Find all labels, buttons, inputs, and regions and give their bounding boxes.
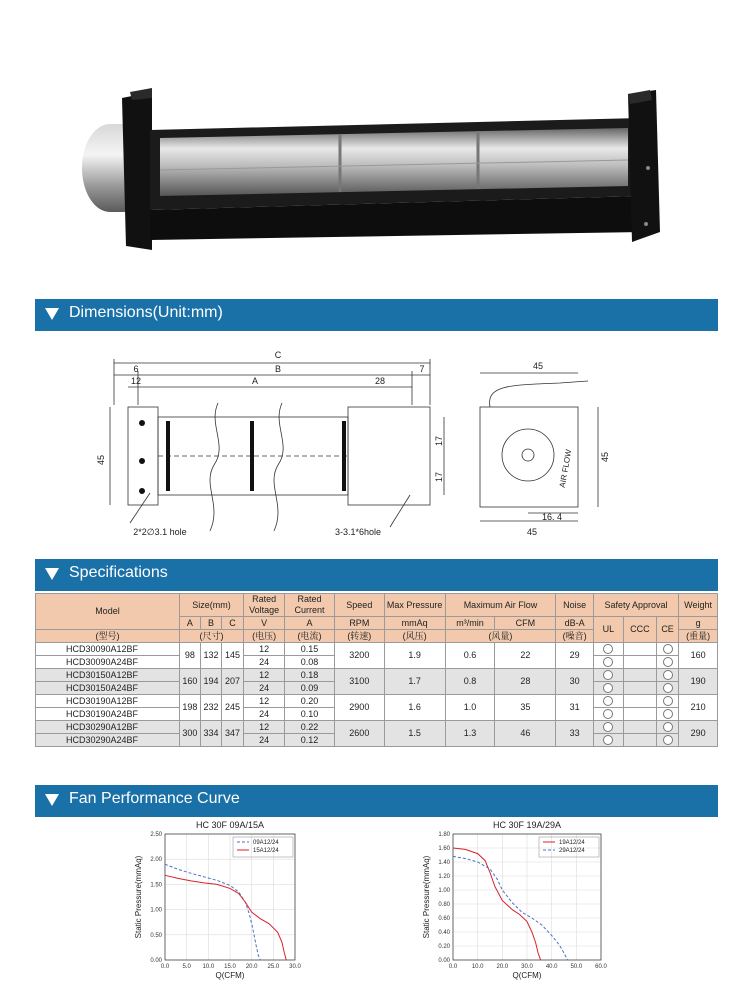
noise-cell: 31 [556, 695, 594, 721]
y-tick-label: 0.20 [438, 944, 450, 950]
circle-icon [663, 709, 673, 719]
voltage-cell: 12 [244, 669, 285, 682]
unit-g: g [679, 617, 718, 630]
product-photo [0, 0, 750, 290]
ce-cell [657, 682, 679, 695]
legend-label: 19A12/24 [559, 840, 585, 846]
y-tick-label: 1.80 [438, 832, 450, 838]
unit-c: C [221, 617, 243, 630]
ul-cell [593, 695, 623, 708]
x-tick-label: 10.0 [471, 964, 484, 970]
x-tick-label: 20.0 [496, 964, 509, 970]
unit-b: B [200, 617, 221, 630]
ul-cell [593, 656, 623, 669]
weight-cell: 290 [679, 721, 718, 747]
voltage-cell: 24 [244, 734, 285, 747]
dimension-drawing [90, 345, 630, 545]
dim-label-a: A [251, 376, 259, 386]
cn-size: (尺寸) [179, 630, 243, 643]
ul-cell [593, 643, 623, 656]
voltage-cell: 12 [244, 721, 285, 734]
model-cell: HCD30090A24BF [36, 656, 180, 669]
current-cell: 0.20 [285, 695, 335, 708]
ul-cell [593, 734, 623, 747]
ul-cell [593, 682, 623, 695]
y-tick-label: 2.00 [150, 857, 162, 864]
current-cell: 0.08 [285, 656, 335, 669]
table-row [36, 669, 718, 682]
x-tick-label: 25.0 [267, 964, 280, 970]
dim-label-45-bottom: 45 [526, 527, 538, 537]
unit-dba: dB-A [556, 617, 594, 630]
y-tick-label: 0.00 [150, 958, 162, 964]
speed-cell: 3100 [334, 669, 384, 695]
unit-a: A [179, 617, 200, 630]
spec-table [35, 593, 718, 747]
y-tick-label: 1.00 [150, 907, 162, 914]
airflow-m3-cell: 1.3 [445, 721, 495, 747]
header-max-airflow: Maximum Air Flow [445, 594, 556, 617]
ce-cell [657, 656, 679, 669]
circle-icon [663, 644, 673, 654]
y-tick-label: 0.60 [438, 916, 450, 922]
y-tick-label: 1.20 [438, 874, 450, 880]
current-cell: 0.12 [285, 734, 335, 747]
dim-label-28: 28 [374, 376, 386, 386]
x-tick-label: 15.0 [224, 964, 236, 970]
y-tick-label: 1.40 [438, 860, 450, 866]
x-axis-label: Q(CFM) [512, 971, 542, 980]
circle-icon [663, 657, 673, 667]
ce-cell [657, 695, 679, 708]
size-b-cell: 334 [200, 721, 221, 747]
legend-label: 29A12/24 [559, 848, 585, 854]
size-a-cell: 98 [179, 643, 200, 669]
pressure-cell: 1.6 [384, 695, 445, 721]
curve-banner [35, 785, 718, 817]
y-tick-label: 0.50 [150, 932, 162, 939]
weight-cell: 190 [679, 669, 718, 695]
x-tick-label: 60.0 [595, 964, 607, 970]
pressure-cell: 1.7 [384, 669, 445, 695]
dim-label-45-left: 45 [96, 454, 106, 466]
weight-cell: 160 [679, 643, 718, 669]
ccc-cell [623, 708, 656, 721]
header-size: Size(mm) [179, 594, 243, 617]
table-row [36, 695, 718, 708]
circle-icon [663, 670, 673, 680]
performance-chart-19a-29a [415, 818, 615, 988]
size-c-cell: 347 [221, 721, 243, 747]
model-cell: HCD30290A24BF [36, 734, 180, 747]
airflow-m3-cell: 1.0 [445, 695, 495, 721]
airflow-cfm-cell: 28 [495, 669, 556, 695]
cn-voltage: (电压) [244, 630, 285, 643]
voltage-cell: 24 [244, 682, 285, 695]
table-row [36, 643, 718, 656]
cn-noise: (噪音) [556, 630, 594, 643]
current-cell: 0.15 [285, 643, 335, 656]
triangle-down-icon [45, 794, 59, 806]
hole-note-left: 2*2∅3.1 hole [133, 527, 187, 537]
legend-label: 09A12/24 [253, 840, 279, 846]
unit-amp: A [285, 617, 335, 630]
series-line-15A12/24 [165, 875, 286, 960]
dim-label-17-bottom: 17 [434, 471, 444, 483]
circle-icon [603, 683, 613, 693]
size-a-cell: 300 [179, 721, 200, 747]
header-rated-current: Rated Current [285, 594, 335, 617]
ul-cell [593, 721, 623, 734]
size-b-cell: 132 [200, 643, 221, 669]
size-b-cell: 232 [200, 695, 221, 721]
chart-title: HC 30F 19A/29A [492, 820, 562, 830]
circle-icon [603, 709, 613, 719]
dim-label-7: 7 [419, 364, 425, 374]
size-c-cell: 145 [221, 643, 243, 669]
model-cell: HCD30150A24BF [36, 682, 180, 695]
x-tick-label: 40.0 [545, 964, 558, 970]
x-tick-label: 20.0 [245, 964, 258, 970]
unit-m3: m³/min [445, 617, 495, 630]
pressure-cell: 1.5 [384, 721, 445, 747]
curve-title: Fan Performance Curve [69, 790, 240, 807]
noise-cell: 29 [556, 643, 594, 669]
x-tick-label: 10.0 [202, 964, 215, 970]
y-axis-label: Static Pressure(mmAq) [422, 855, 431, 939]
unit-rpm: RPM [334, 617, 384, 630]
unit-mmaq: mmAq [384, 617, 445, 630]
ce-cell [657, 643, 679, 656]
dim-label-12: 12 [130, 376, 142, 386]
circle-icon [603, 644, 613, 654]
cn-pressure: (风压) [384, 630, 445, 643]
header-model: Model [36, 594, 180, 630]
dimensions-title: Dimensions(Unit:mm) [69, 304, 223, 321]
circle-icon [603, 722, 613, 732]
dim-label-b: B [274, 364, 282, 374]
ul-cell [593, 708, 623, 721]
model-cell: HCD30190A12BF [36, 695, 180, 708]
y-tick-label: 1.00 [438, 888, 450, 894]
circle-icon [603, 696, 613, 706]
voltage-cell: 24 [244, 708, 285, 721]
cn-weight: (重量) [679, 630, 718, 643]
current-cell: 0.10 [285, 708, 335, 721]
unit-v: V [244, 617, 285, 630]
performance-chart-09a-15a [125, 818, 315, 988]
ccc-cell [623, 669, 656, 682]
y-axis-label: Static Pressure(mmAq) [134, 855, 143, 939]
y-tick-label: 2.50 [150, 832, 162, 838]
y-tick-label: 1.50 [150, 882, 162, 889]
specifications-title: Specifications [69, 564, 168, 581]
size-c-cell: 207 [221, 669, 243, 695]
dim-label-6: 6 [133, 364, 139, 374]
dim-label-16-4: 16. 4 [541, 512, 563, 522]
ce-cell [657, 734, 679, 747]
x-tick-label: 30.0 [289, 964, 301, 970]
ce-cell [657, 708, 679, 721]
size-a-cell: 160 [179, 669, 200, 695]
unit-cfm: CFM [495, 617, 556, 630]
header-safety: Safety Approval [593, 594, 678, 617]
dim-label-17-top: 17 [434, 435, 444, 447]
airflow-cfm-cell: 35 [495, 695, 556, 721]
speed-cell: 2600 [334, 721, 384, 747]
header-max-pressure: Max Pressure [384, 594, 445, 617]
ce-cell [657, 669, 679, 682]
speed-cell: 3200 [334, 643, 384, 669]
y-tick-label: 0.40 [438, 930, 450, 936]
dim-label-45-right: 45 [600, 451, 610, 463]
airflow-cfm-cell: 46 [495, 721, 556, 747]
y-tick-label: 0.00 [438, 958, 450, 964]
circle-icon [603, 735, 613, 745]
x-tick-label: 0.0 [160, 964, 170, 970]
unit-ce: CE [657, 617, 679, 643]
model-cell: HCD30190A24BF [36, 708, 180, 721]
current-cell: 0.22 [285, 721, 335, 734]
dim-label-c: C [274, 350, 282, 360]
x-tick-label: 0.0 [448, 964, 458, 970]
airflow-m3-cell: 0.6 [445, 643, 495, 669]
specifications-banner [35, 559, 718, 591]
size-a-cell: 198 [179, 695, 200, 721]
hole-note-right: 3-3.1*6hole [334, 527, 382, 537]
circle-icon [603, 670, 613, 680]
legend-label: 15A12/24 [253, 848, 279, 854]
circle-icon [663, 683, 673, 693]
speed-cell: 2900 [334, 695, 384, 721]
unit-ul: UL [593, 617, 623, 643]
ccc-cell [623, 734, 656, 747]
voltage-cell: 12 [244, 695, 285, 708]
header-weight: Weight [679, 594, 718, 617]
y-tick-label: 1.60 [438, 846, 450, 852]
model-cell: HCD30090A12BF [36, 643, 180, 656]
current-cell: 0.09 [285, 682, 335, 695]
ccc-cell [623, 682, 656, 695]
weight-cell: 210 [679, 695, 718, 721]
table-row [36, 721, 718, 734]
circle-icon [603, 657, 613, 667]
ce-cell [657, 721, 679, 734]
size-b-cell: 194 [200, 669, 221, 695]
noise-cell: 30 [556, 669, 594, 695]
triangle-down-icon [45, 568, 59, 580]
current-cell: 0.18 [285, 669, 335, 682]
airflow-cfm-cell: 22 [495, 643, 556, 669]
airflow-m3-cell: 0.8 [445, 669, 495, 695]
airflow-label: AIR FLOW [557, 448, 574, 489]
header-speed: Speed [334, 594, 384, 617]
circle-icon [663, 696, 673, 706]
cn-airflow: (风量) [445, 630, 556, 643]
ccc-cell [623, 695, 656, 708]
cn-speed: (转速) [334, 630, 384, 643]
ccc-cell [623, 643, 656, 656]
x-tick-label: 30.0 [521, 964, 533, 970]
ul-cell [593, 669, 623, 682]
triangle-down-icon [45, 308, 59, 320]
ccc-cell [623, 656, 656, 669]
model-cell: HCD30150A12BF [36, 669, 180, 682]
x-tick-label: 50.0 [570, 964, 583, 970]
ccc-cell [623, 721, 656, 734]
cn-model: (型号) [36, 630, 180, 643]
dimensions-banner [35, 299, 718, 331]
circle-icon [663, 735, 673, 745]
circle-icon [663, 722, 673, 732]
chart-title: HC 30F 09A/15A [195, 820, 265, 830]
unit-ccc: CCC [623, 617, 656, 643]
header-rated-voltage: Rated Voltage [244, 594, 285, 617]
pressure-cell: 1.9 [384, 643, 445, 669]
cn-current: (电流) [285, 630, 335, 643]
voltage-cell: 24 [244, 656, 285, 669]
size-c-cell: 245 [221, 695, 243, 721]
dim-label-45-top: 45 [532, 361, 544, 371]
x-tick-label: 5.0 [182, 964, 191, 970]
voltage-cell: 12 [244, 643, 285, 656]
noise-cell: 33 [556, 721, 594, 747]
x-axis-label: Q(CFM) [215, 971, 245, 980]
y-tick-label: 0.80 [438, 902, 450, 908]
model-cell: HCD30290A12BF [36, 721, 180, 734]
header-noise: Noise [556, 594, 594, 617]
